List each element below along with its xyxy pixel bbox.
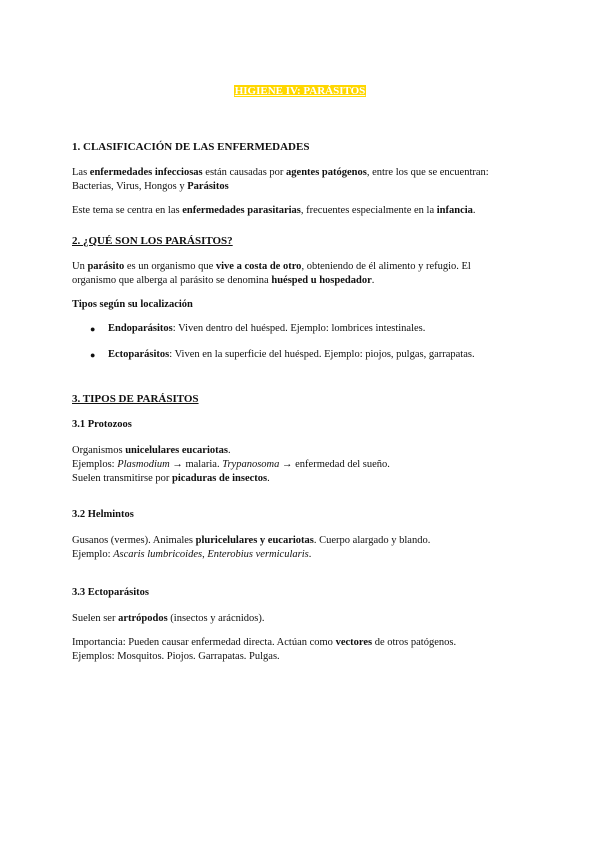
- bullet-icon: ●: [90, 324, 96, 334]
- subsection-3-1-heading: 3.1 Protozoos: [72, 419, 132, 430]
- s3-1-line-3: Suelen transmitirse por picaduras de insectos.: [72, 473, 270, 484]
- list-item-ectoparasitos: Ectoparásitos: Viven en la superficie del huésped. Ejemplo: piojos, pulgas, garrapatas.: [108, 349, 475, 360]
- s2-paragraph-line-1: Un parásito es un organismo que vive a costa de otro, obteniendo de él alimento y refugio. El: [72, 261, 471, 272]
- subsection-3-2-heading: 3.2 Helmintos: [72, 509, 134, 520]
- s1-paragraph-1-line-1: Las enfermedades infecciosas están causadas por agentes patógenos, entre los que se encuentran:: [72, 167, 489, 178]
- list-item-endoparasitos: Endoparásitos: Viven dentro del huésped. Ejemplo: lombrices intestinales.: [108, 323, 426, 334]
- page-title: [0, 84, 600, 98]
- s3-3-line-3: Ejemplos: Mosquitos. Piojos. Garrapatas. Pulgas.: [72, 651, 280, 662]
- s3-3-line-2: Importancia: Pueden causar enfermedad directa. Actúan como vectores de otros patógenos.: [72, 637, 457, 648]
- subsection-3-3-heading: 3.3 Ectoparásitos: [72, 587, 149, 598]
- s1-paragraph-1-line-2: Bacterias, Virus, Hongos y Parásitos: [72, 181, 229, 192]
- s3-1-line-2: Ejemplos: Plasmodium → malaria. Trypanosoma → enfermedad del sueño.: [72, 459, 390, 470]
- s2-paragraph-line-2: organismo que alberga al parásito se denomina huésped u hospedador.: [72, 275, 375, 286]
- s2-subheading: Tipos según su localización: [72, 299, 193, 310]
- s3-2-line-1: Gusanos (vermes). Animales pluricelulares y eucariotas. Cuerpo alargado y blando.: [72, 535, 431, 546]
- s1-paragraph-2: Este tema se centra en las enfermedades parasitarias, frecuentes especialmente en la infancia.: [72, 205, 476, 216]
- section-1-heading: 1. CLASIFICACIÓN DE LAS ENFERMEDADES: [72, 141, 310, 153]
- s3-3-line-1: Suelen ser artrópodos (insectos y arácnidos).: [72, 613, 265, 624]
- section-3-heading: 3. TIPOS DE PARÁSITOS: [72, 393, 199, 405]
- bullet-icon: ●: [90, 350, 96, 360]
- section-2-heading: 2. ¿QUÉ SON LOS PARÁSITOS?: [72, 235, 233, 247]
- s3-2-line-2: Ejemplo: Ascaris lumbricoides, Enterobius vermicularis.: [72, 549, 312, 560]
- title-text: HIGIENE IV: PARÁSITOS: [234, 85, 366, 97]
- s3-1-line-1: Organismos unicelulares eucariotas.: [72, 445, 231, 456]
